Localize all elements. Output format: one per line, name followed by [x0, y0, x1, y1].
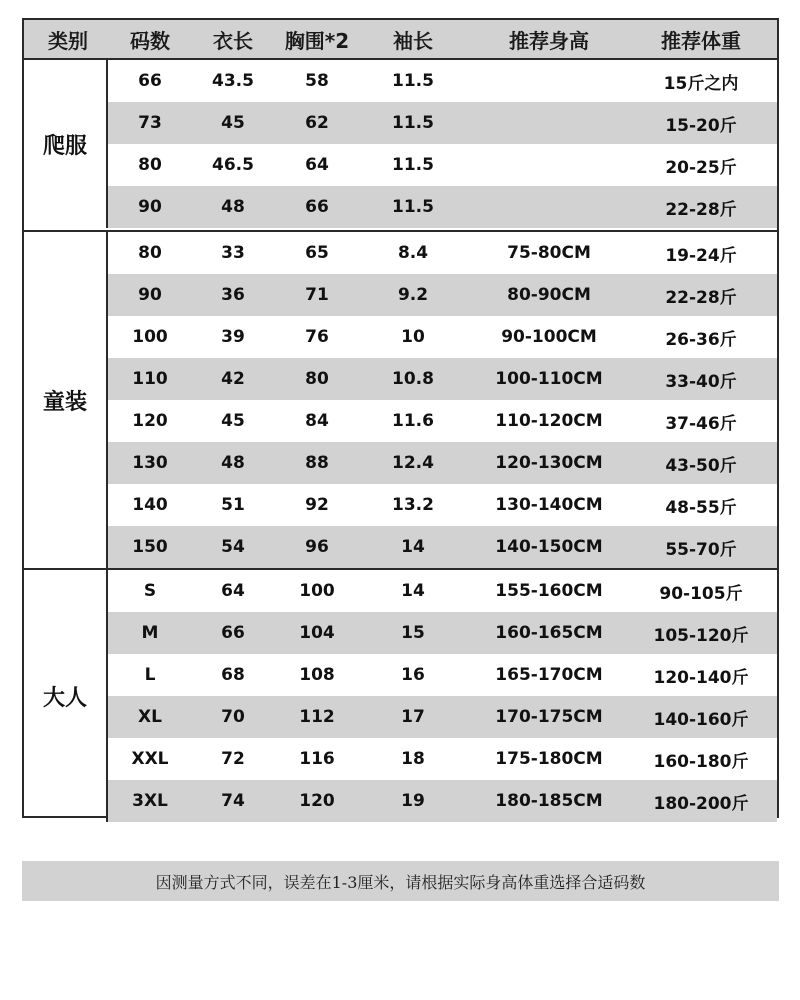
length-cell: 39 [221, 327, 245, 347]
height-cell: 90-100CM [501, 327, 597, 347]
length-cell: 45 [221, 113, 245, 133]
height-cell: 120-130CM [495, 453, 603, 473]
sleeve-cell: 14 [401, 537, 425, 557]
sleeve-cell: 10 [401, 327, 425, 347]
weight-cell: 48-55斤 [665, 497, 737, 518]
height-cell: 75-80CM [507, 243, 591, 263]
header-height: 推荐身高 [509, 28, 589, 53]
sleeve-cell: 8.4 [397, 243, 429, 263]
header-size: 码数 [130, 28, 170, 53]
chest-cell: 66 [305, 197, 329, 217]
height-cell: 80-90CM [507, 285, 591, 305]
size-cell: 80 [138, 243, 162, 263]
size-cell: 90 [138, 285, 162, 305]
size-cell: M [141, 623, 159, 643]
height-cell: 100-110CM [495, 369, 603, 389]
sleeve-cell: 14 [401, 581, 425, 601]
sleeve-cell: 12.4 [392, 453, 434, 473]
length-cell: 42 [221, 369, 245, 389]
length-cell: 46.5 [212, 155, 254, 175]
chest-cell: 71 [305, 285, 329, 305]
length-cell: 54 [221, 537, 245, 557]
header-weight: 推荐体重 [661, 28, 741, 53]
table-row [108, 144, 777, 186]
weight-cell: 15-20斤 [665, 115, 737, 136]
weight-cell: 19-24斤 [665, 245, 737, 266]
table-row [108, 274, 777, 316]
table-row [108, 526, 777, 568]
sleeve-cell: 11.5 [392, 197, 434, 217]
chest-cell: 58 [305, 71, 329, 91]
height-cell: 140-150CM [495, 537, 603, 557]
length-cell: 33 [221, 243, 245, 263]
table-row [108, 442, 777, 484]
size-cell: 140 [132, 495, 168, 515]
table-row [108, 570, 777, 612]
size-cell: L [144, 665, 156, 685]
length-cell: 70 [221, 707, 245, 727]
table-header-row [24, 20, 777, 60]
chest-cell: 88 [305, 453, 329, 473]
size-chart-table [22, 18, 779, 818]
sleeve-cell: 18 [401, 749, 425, 769]
chest-cell: 108 [299, 665, 335, 685]
table-row [108, 102, 777, 144]
table-row [108, 612, 777, 654]
table-row [108, 60, 777, 102]
sleeve-cell: 11.5 [392, 155, 434, 175]
chest-cell: 64 [305, 155, 329, 175]
chest-cell: 96 [305, 537, 329, 557]
size-cell: 80 [138, 155, 162, 175]
height-cell [484, 60, 614, 102]
size-cell: 130 [132, 453, 168, 473]
size-cell: 66 [138, 71, 162, 91]
weight-cell: 160-180斤 [653, 751, 749, 772]
table-row [108, 186, 777, 228]
size-cell: 100 [132, 327, 168, 347]
header-sleeve: 袖长 [393, 28, 433, 53]
size-cell: 120 [132, 411, 168, 431]
size-cell: 150 [132, 537, 168, 557]
header-length: 衣长 [213, 28, 253, 53]
category-label: 爬服 [24, 60, 108, 228]
size-cell: S [143, 581, 157, 601]
chest-cell: 76 [305, 327, 329, 347]
length-cell: 48 [221, 453, 245, 473]
group-kids-wear [24, 230, 777, 568]
table-row [108, 358, 777, 400]
height-cell: 170-175CM [495, 707, 603, 727]
length-cell: 36 [221, 285, 245, 305]
header-chest: 胸围*2 [284, 28, 350, 53]
category-label: 童装 [24, 232, 108, 568]
length-cell: 48 [221, 197, 245, 217]
group-adults [24, 568, 777, 822]
length-cell: 74 [221, 791, 245, 811]
category-label: 大人 [24, 570, 108, 822]
height-cell: 130-140CM [495, 495, 603, 515]
sleeve-cell: 16 [401, 665, 425, 685]
sleeve-cell: 9.2 [397, 285, 429, 305]
height-cell [484, 186, 614, 228]
weight-cell: 180-200斤 [653, 793, 749, 814]
height-cell: 175-180CM [495, 749, 603, 769]
sleeve-cell: 13.2 [392, 495, 434, 515]
height-cell: 160-165CM [495, 623, 603, 643]
table-row [108, 484, 777, 526]
weight-cell: 22-28斤 [665, 199, 737, 220]
size-cell: XL [138, 707, 162, 727]
chest-cell: 62 [305, 113, 329, 133]
length-cell: 66 [221, 623, 245, 643]
size-cell: 3XL [132, 791, 168, 811]
table-row [108, 232, 777, 274]
length-cell: 68 [221, 665, 245, 685]
table-row [108, 400, 777, 442]
weight-cell: 43-50斤 [665, 455, 737, 476]
chest-cell: 112 [299, 707, 335, 727]
chest-cell: 80 [305, 369, 329, 389]
chest-cell: 92 [305, 495, 329, 515]
group-crawler-suits [24, 60, 777, 228]
height-cell: 165-170CM [495, 665, 603, 685]
sleeve-cell: 19 [401, 791, 425, 811]
height-cell [484, 144, 614, 186]
weight-cell: 90-105斤 [659, 583, 743, 604]
table-row [108, 780, 777, 822]
height-cell [484, 102, 614, 144]
chest-cell: 104 [299, 623, 335, 643]
sleeve-cell: 11.5 [392, 71, 434, 91]
sleeve-cell: 15 [401, 623, 425, 643]
sleeve-cell: 10.8 [392, 369, 434, 389]
length-cell: 72 [221, 749, 245, 769]
chest-cell: 65 [305, 243, 329, 263]
size-cell: 73 [138, 113, 162, 133]
weight-cell: 55-70斤 [665, 539, 737, 560]
sleeve-cell: 11.5 [392, 113, 434, 133]
chest-cell: 84 [305, 411, 329, 431]
size-cell: XXL [131, 749, 169, 769]
weight-cell: 120-140斤 [653, 667, 749, 688]
sleeve-cell: 11.6 [392, 411, 434, 431]
measurement-note: 因测量方式不同，误差在1-3厘米，请根据实际身高体重选择合适码数 [22, 861, 779, 901]
length-cell: 45 [221, 411, 245, 431]
chest-cell: 116 [299, 749, 335, 769]
weight-cell: 22-28斤 [665, 287, 737, 308]
header-category: 类别 [48, 28, 88, 53]
chest-cell: 120 [299, 791, 335, 811]
height-cell: 110-120CM [495, 411, 603, 431]
size-cell: 110 [132, 369, 168, 389]
length-cell: 43.5 [212, 71, 254, 91]
table-row [108, 738, 777, 780]
size-cell: 90 [138, 197, 162, 217]
weight-cell: 105-120斤 [653, 625, 749, 646]
weight-cell: 140-160斤 [653, 709, 749, 730]
table-row [108, 316, 777, 358]
weight-cell: 20-25斤 [665, 157, 737, 178]
length-cell: 51 [221, 495, 245, 515]
length-cell: 64 [221, 581, 245, 601]
weight-cell: 26-36斤 [665, 329, 737, 350]
weight-cell: 33-40斤 [665, 371, 737, 392]
weight-cell: 15斤之内 [663, 73, 739, 94]
height-cell: 155-160CM [495, 581, 603, 601]
height-cell: 180-185CM [495, 791, 603, 811]
chest-cell: 100 [299, 581, 335, 601]
sleeve-cell: 17 [401, 707, 425, 727]
table-row [108, 654, 777, 696]
table-row [108, 696, 777, 738]
weight-cell: 37-46斤 [665, 413, 737, 434]
